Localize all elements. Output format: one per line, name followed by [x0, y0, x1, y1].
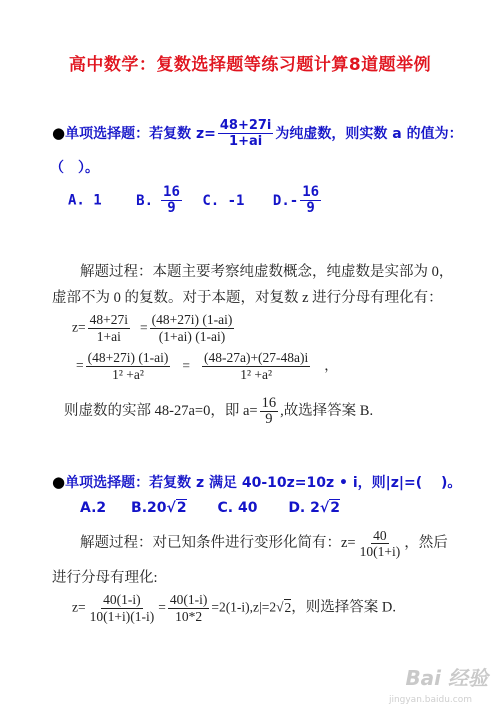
- q2-option-b-pre: B.20: [131, 500, 167, 516]
- q2-option-d-radicand: 2: [330, 500, 340, 516]
- q2-option-d: [288, 500, 340, 516]
- q1-blank: （ ）。: [50, 160, 99, 176]
- q2-option-b: [131, 500, 187, 516]
- sol1-line1: 解题过程：本题主要考察纯虚数概念，纯虚数是实部为 0，: [80, 264, 454, 280]
- sol1-line2: 虚部不为 0 的复数。对于本题，对复数 z 进行分母有理化有：: [52, 290, 443, 306]
- eq1-f2-den: (1+ai) (1-ai): [158, 329, 226, 344]
- bullet-icon: ●: [52, 124, 66, 142]
- sol2-line1: [80, 528, 448, 559]
- eq1-f1-den: 1+ai: [96, 329, 121, 344]
- sol2-line1-den: 10(1+i): [359, 544, 401, 559]
- eq2-f2-den: 1² +a²: [240, 367, 273, 382]
- eq2-equals-2: =: [182, 357, 190, 373]
- q1-frac-num: 48+27i: [219, 118, 272, 133]
- eq2-tail: ，: [324, 357, 338, 373]
- eq1-fraction-2: [150, 312, 235, 345]
- q1-option-d-fraction: [300, 185, 321, 216]
- q1-option-b-den: 9: [167, 200, 176, 216]
- eq1-lhs: z=: [72, 319, 86, 335]
- bullet-icon: ●: [52, 473, 66, 491]
- sol1-equation-1: [72, 312, 236, 345]
- eq1-fraction-1: [88, 312, 130, 345]
- q1-option-d-label: D.-: [272, 192, 299, 209]
- sol2-eq-tail-pre: =2(1-i),z|=2: [211, 599, 277, 615]
- q1-suffix: 为纯虚数，则实数 a 的值为：: [275, 126, 463, 142]
- q2-option-a: A.2: [80, 500, 107, 516]
- eq2-equals-1: =: [76, 357, 84, 373]
- q2-option-b-radicand: 2: [176, 500, 187, 516]
- eq2-f1-den: 1² +a²: [112, 367, 144, 382]
- question-2: [52, 472, 461, 492]
- sol2-eq-f2-den: 10*2: [175, 609, 203, 624]
- q1-option-b-fraction: [161, 185, 182, 216]
- q2-options: [80, 500, 340, 516]
- sol1-conclusion: [64, 396, 373, 427]
- sol1-concl-den: 9: [265, 411, 273, 427]
- sqrt-icon: √: [276, 599, 284, 615]
- q1-option-b-num: 16: [163, 184, 180, 200]
- sol2-line1-pre: 解题过程：对已知条件进行变形化简有：z=: [80, 534, 356, 551]
- q1-option-d-num: 16: [302, 184, 320, 200]
- sol1-conclusion-pre: 则虚数的实部 48-27a=0，即 a=: [64, 402, 258, 419]
- sqrt-icon: √: [319, 500, 330, 516]
- eq2-fraction-1: [86, 350, 171, 383]
- q1-option-d-den: 9: [306, 200, 315, 216]
- page-title: 高中数学：复数选择题等练习题计算8道题举例: [68, 55, 432, 75]
- sol2-eq-fraction-1: [88, 592, 157, 625]
- sol2-line1-fraction: [358, 528, 403, 559]
- q2-option-d-pre: D. 2: [288, 500, 320, 516]
- q1-option-c: C. -1: [202, 192, 245, 209]
- q1-prefix: 单项选择题：若复数 z=: [65, 126, 216, 142]
- q1-option-b-label: B.: [136, 192, 154, 209]
- baidu-watermark-url: jingyan.baidu.com: [388, 695, 472, 705]
- eq1-equals: =: [139, 319, 148, 335]
- q2-option-c: C. 40: [217, 500, 258, 516]
- question-1: [52, 118, 463, 149]
- sol2-eq-f1-num: 40(1-i): [103, 592, 141, 607]
- sol1-conclusion-fraction: [260, 396, 279, 427]
- sol2-eq-f1-den: 10(1+i)(1-i): [89, 609, 155, 624]
- q1-frac-den: 1+ai: [229, 134, 263, 149]
- eq2-f1-num: (48+27i) (1-ai): [87, 350, 169, 365]
- sol2-equation: [72, 592, 396, 625]
- sol2-line1-num: 40: [373, 528, 387, 543]
- sol1-concl-num: 16: [261, 395, 277, 411]
- q1-fraction: [218, 118, 274, 149]
- q1-option-a: A. 1: [68, 192, 102, 209]
- sol1-conclusion-post: ,故选择答案 B.: [280, 402, 374, 419]
- sol2-eq-fraction-2: [168, 592, 210, 625]
- sol2-eq-lhs: z=: [72, 599, 86, 615]
- eq1-f1-num: 48+27i: [89, 312, 128, 327]
- sol2-eq-radicand: 2: [284, 599, 292, 615]
- sol1-equation-2: [76, 350, 338, 383]
- sol2-line1-post: ，然后: [404, 534, 448, 551]
- eq2-fraction-2: [202, 350, 310, 383]
- baidu-watermark-logo: Bai 经验: [405, 666, 488, 690]
- sqrt-icon: √: [166, 500, 176, 516]
- q2-text: 单项选择题：若复数 z 满足 40-10z=10z • i，则|z|=( )。: [65, 475, 462, 491]
- sol2-line2: 进行分母有理化:: [52, 570, 158, 586]
- sol2-eq-tail-post: ，则选择答案 D.: [291, 599, 397, 616]
- q1-options: [68, 185, 323, 216]
- eq1-f2-num: (48+27i) (1-ai): [151, 312, 233, 327]
- sol2-eq-equals: =: [158, 599, 166, 615]
- sol2-eq-f2-num: 40(1-i): [169, 592, 208, 607]
- eq2-f2-num: (48-27a)+(27-48a)i: [203, 350, 309, 365]
